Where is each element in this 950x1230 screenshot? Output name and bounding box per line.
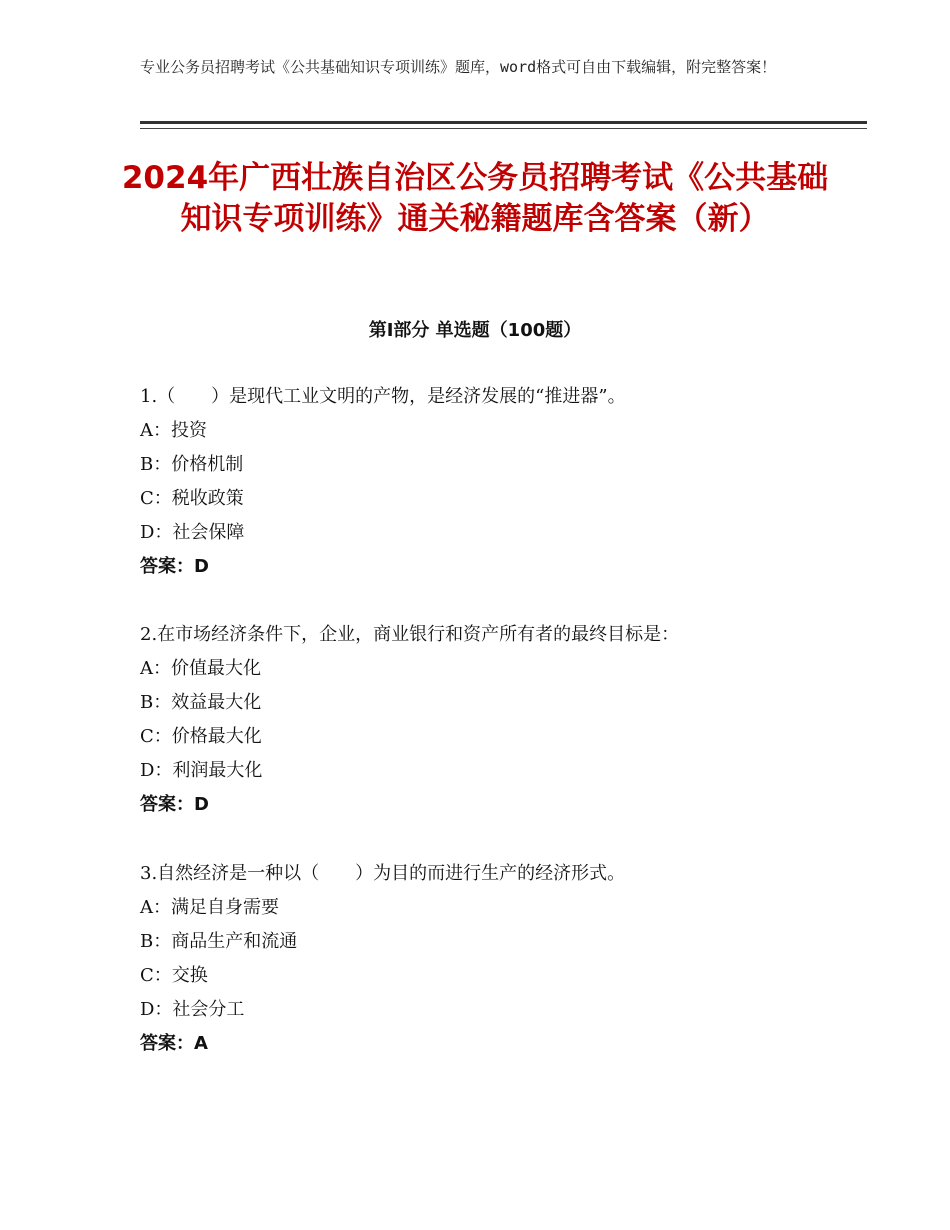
option-c: C：税收政策 — [140, 488, 244, 509]
option-a: A：价值最大化 — [140, 658, 261, 679]
header-note: 专业公务员招聘考试《公共基础知识专项训练》题库，word格式可自由下载编辑，附完整答案！ — [140, 58, 777, 76]
option-c: C：价格最大化 — [140, 726, 262, 747]
question-stem: 2.在市场经济条件下，企业，商业银行和资产所有者的最终目标是： — [140, 624, 680, 645]
option-b: B：商品生产和流通 — [140, 931, 298, 952]
question-3 — [140, 857, 840, 1061]
answer-label: 答案：D — [140, 556, 209, 577]
answer-label: 答案：A — [140, 1033, 208, 1054]
option-d: D：社会分工 — [140, 999, 245, 1020]
question-2 — [140, 618, 840, 822]
option-a: A：投资 — [140, 420, 207, 441]
header-rule-thin — [140, 128, 867, 129]
option-d: D：利润最大化 — [140, 760, 263, 781]
document-title: 2024年广西壮族自治区公务员招聘考试《公共基础知识专项训练》通关秘籍题库含答案（新） — [121, 160, 829, 237]
option-b: B：价格机制 — [140, 454, 244, 475]
option-a: A：满足自身需要 — [140, 897, 279, 918]
question-1 — [140, 380, 840, 584]
answer-label: 答案：D — [140, 794, 209, 815]
question-stem: 3.自然经济是一种以（ ）为目的而进行生产的经济形式。 — [140, 863, 626, 884]
section-title: 第Ⅰ部分 单选题（100题） — [368, 320, 582, 341]
option-d: D：社会保障 — [140, 522, 245, 543]
option-c: C：交换 — [140, 965, 208, 986]
header-rule-thick — [140, 121, 867, 124]
option-b: B：效益最大化 — [140, 692, 262, 713]
question-stem: 1.（ ）是现代工业文明的产物，是经济发展的“推进器”。 — [140, 386, 626, 407]
